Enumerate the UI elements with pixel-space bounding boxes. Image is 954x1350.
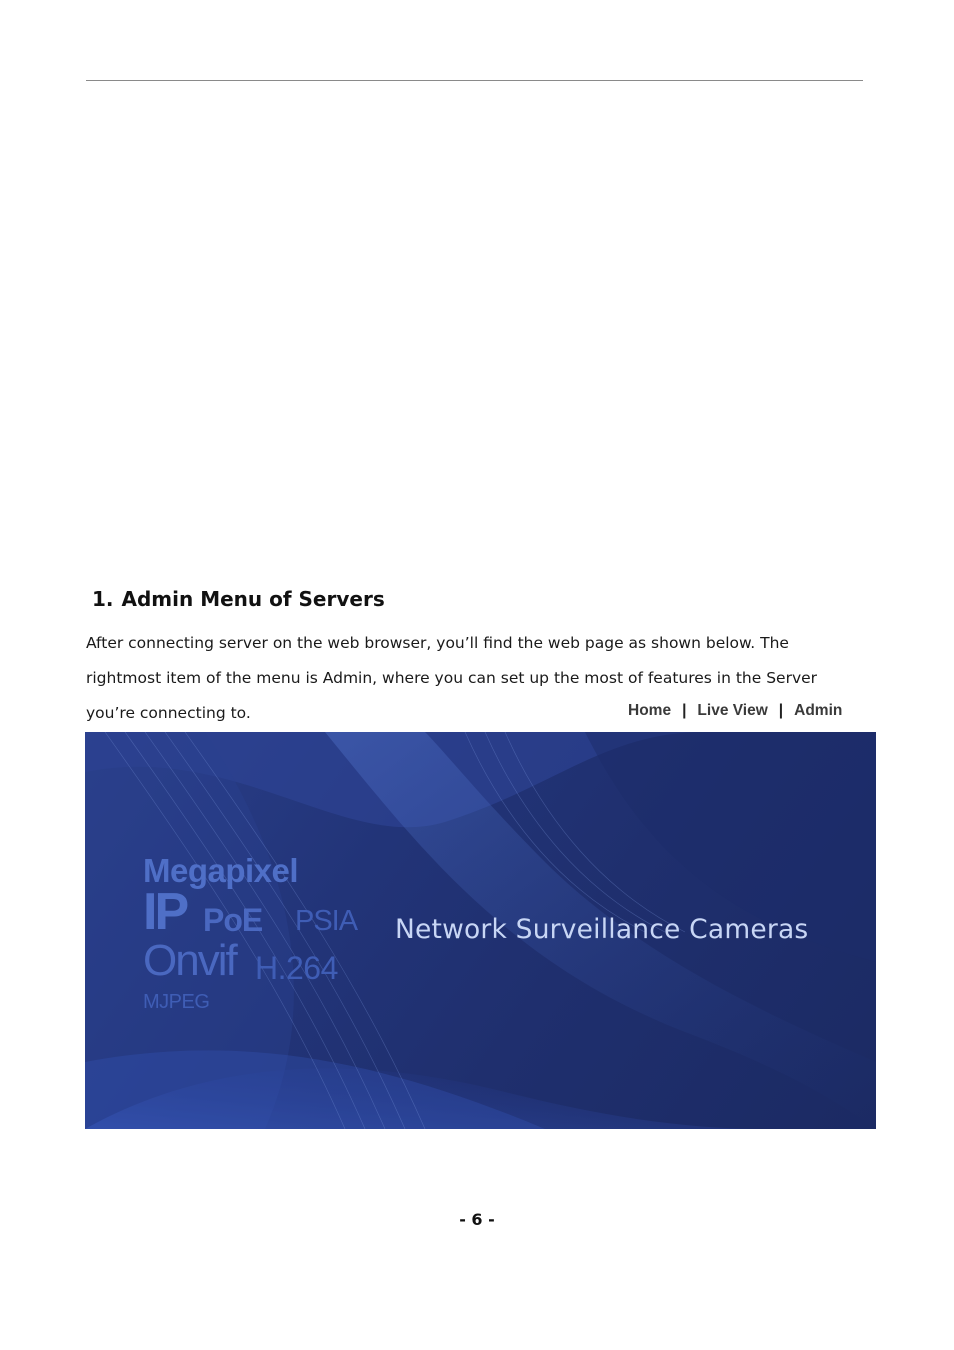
top-nav-menu	[628, 701, 842, 721]
logo-poe-text: PoE	[203, 902, 263, 938]
logo-mjpeg-text: MJPEG	[143, 991, 210, 1013]
logo-h264-text: H.264	[255, 950, 338, 986]
paragraph-line-1: After connecting server on the web browser, you’ll find the web page as shown below. The	[86, 634, 789, 652]
section-number: 1.	[92, 587, 114, 611]
paragraph-line-3: you’re connecting to.	[86, 704, 251, 722]
nav-separator: |	[778, 702, 784, 719]
page-number: - 6 -	[459, 1210, 495, 1229]
logo-onvif-text: Onvif	[143, 936, 236, 985]
header-rule	[86, 80, 863, 81]
logo-ip-text: IP	[143, 883, 187, 941]
logo-psia-text: PSIA	[295, 905, 358, 937]
banner-logo	[143, 852, 383, 1012]
nav-admin-link[interactable]: Admin	[794, 702, 843, 719]
hero-banner	[85, 732, 876, 1129]
nav-separator: |	[682, 702, 687, 719]
paragraph-line-2: rightmost item of the menu is Admin, where you can set up the most of features in the Server	[86, 669, 818, 687]
nav-home-link[interactable]: Home	[628, 702, 672, 719]
section-title: Admin Menu of Servers	[121, 587, 385, 611]
nav-live-view-link[interactable]: Live View	[697, 702, 768, 719]
banner-tagline: Network Surveillance Cameras	[395, 914, 809, 945]
section-heading	[92, 586, 385, 612]
logo-megapixel-text: Megapixel	[143, 852, 299, 889]
